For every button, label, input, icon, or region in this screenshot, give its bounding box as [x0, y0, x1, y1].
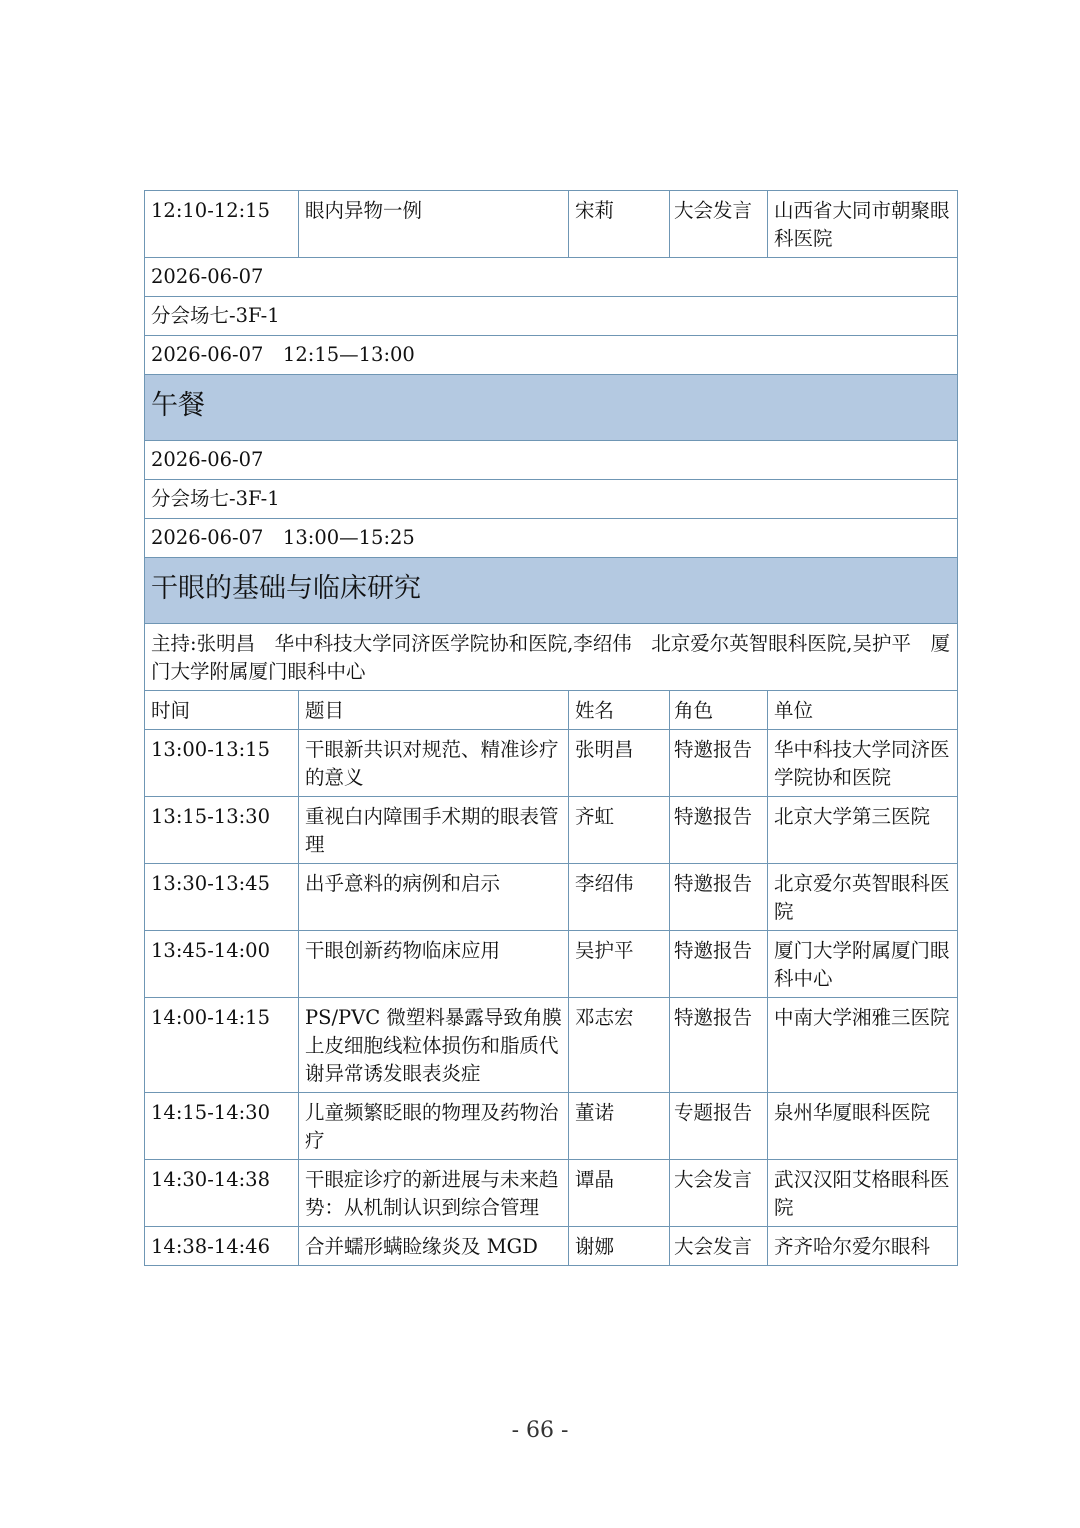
- session-hosts: 主持:张明昌 华中科技大学同济医学院协和医院,李绍伟 北京爱尔英智眼科医院,吴护平 厦门大学附属厦门眼科中心: [145, 624, 958, 691]
- schedule-table: [144, 190, 958, 1266]
- name-cell: 谭晶: [569, 1160, 670, 1227]
- unit-cell: 齐齐哈尔爱尔眼科: [768, 1227, 958, 1266]
- table-row: [145, 1227, 958, 1266]
- session-date: 2026-06-07: [145, 441, 958, 480]
- name-cell: 邓志宏: [569, 998, 670, 1093]
- unit-cell: 武汉汉阳艾格眼科医院: [768, 1160, 958, 1227]
- unit-cell: 北京大学第三医院: [768, 797, 958, 864]
- unit-cell: 泉州华厦眼科医院: [768, 1093, 958, 1160]
- session-venue: 分会场七-3F-1: [145, 480, 958, 519]
- header-role: 角色: [670, 691, 768, 730]
- page-number: - 66 -: [511, 1418, 569, 1443]
- column-header-row: [145, 691, 958, 730]
- role-cell: 大会发言: [670, 1160, 768, 1227]
- title-cell: 合并蠕形螨睑缘炎及 MGD: [299, 1227, 569, 1266]
- header-unit: 单位: [768, 691, 958, 730]
- table-row: [145, 1160, 958, 1227]
- date-row: [145, 258, 958, 297]
- table-row: [145, 1093, 958, 1160]
- role-cell: 大会发言: [670, 191, 768, 258]
- lunch-datetime: 2026-06-07 12:15—13:00: [145, 336, 958, 375]
- session-datetime: 2026-06-07 13:00—15:25: [145, 519, 958, 558]
- title-cell: 干眼症诊疗的新进展与未来趋势：从机制认识到综合管理: [299, 1160, 569, 1227]
- time-cell: 14:30-14:38: [145, 1160, 299, 1227]
- role-cell: 特邀报告: [670, 998, 768, 1093]
- table-row: [145, 730, 958, 797]
- title-cell: 干眼新共识对规范、精准诊疗的意义: [299, 730, 569, 797]
- name-cell: 谢娜: [569, 1227, 670, 1266]
- title-cell: 出乎意料的病例和启示: [299, 864, 569, 931]
- time-cell: 13:30-13:45: [145, 864, 299, 931]
- time-cell: 14:00-14:15: [145, 998, 299, 1093]
- datetime-row: [145, 519, 958, 558]
- time-cell: 12:10-12:15: [145, 191, 299, 258]
- lunch-title: 午餐: [145, 375, 958, 441]
- table-row: [145, 931, 958, 998]
- role-cell: 专题报告: [670, 1093, 768, 1160]
- time-cell: 13:00-13:15: [145, 730, 299, 797]
- title-cell: 眼内异物一例: [299, 191, 569, 258]
- title-cell: PS/PVC 微塑料暴露导致角膜上皮细胞线粒体损伤和脂质代谢异常诱发眼表炎症: [299, 998, 569, 1093]
- table-row: [145, 191, 958, 258]
- name-cell: 宋莉: [569, 191, 670, 258]
- time-cell: 13:15-13:30: [145, 797, 299, 864]
- name-cell: 李绍伟: [569, 864, 670, 931]
- venue-row: [145, 480, 958, 519]
- unit-cell: 北京爱尔英智眼科医院: [768, 864, 958, 931]
- table-row: [145, 797, 958, 864]
- table-row: [145, 864, 958, 931]
- role-cell: 特邀报告: [670, 730, 768, 797]
- time-cell: 14:38-14:46: [145, 1227, 299, 1266]
- lunch-venue: 分会场七-3F-1: [145, 297, 958, 336]
- role-cell: 特邀报告: [670, 864, 768, 931]
- header-time: 时间: [145, 691, 299, 730]
- name-cell: 董诺: [569, 1093, 670, 1160]
- hosts-row: [145, 624, 958, 691]
- talk-rows: [145, 730, 958, 1266]
- name-cell: 张明昌: [569, 730, 670, 797]
- unit-cell: 厦门大学附属厦门眼科中心: [768, 931, 958, 998]
- date-row: [145, 441, 958, 480]
- title-cell: 儿童频繁眨眼的物理及药物治疗: [299, 1093, 569, 1160]
- section-header-row: [145, 375, 958, 441]
- role-cell: 特邀报告: [670, 797, 768, 864]
- header-name: 姓名: [569, 691, 670, 730]
- unit-cell: 中南大学湘雅三医院: [768, 998, 958, 1093]
- time-cell: 13:45-14:00: [145, 931, 299, 998]
- unit-cell: 山西省大同市朝聚眼科医院: [768, 191, 958, 258]
- header-title: 题目: [299, 691, 569, 730]
- name-cell: 吴护平: [569, 931, 670, 998]
- venue-row: [145, 297, 958, 336]
- time-cell: 14:15-14:30: [145, 1093, 299, 1160]
- title-cell: 重视白内障围手术期的眼表管理: [299, 797, 569, 864]
- table-row: [145, 998, 958, 1093]
- role-cell: 特邀报告: [670, 931, 768, 998]
- section-header-row: [145, 558, 958, 624]
- unit-cell: 华中科技大学同济医学院协和医院: [768, 730, 958, 797]
- session-title: 干眼的基础与临床研究: [145, 558, 958, 624]
- datetime-row: [145, 336, 958, 375]
- name-cell: 齐虹: [569, 797, 670, 864]
- title-cell: 干眼创新药物临床应用: [299, 931, 569, 998]
- lunch-date: 2026-06-07: [145, 258, 958, 297]
- role-cell: 大会发言: [670, 1227, 768, 1266]
